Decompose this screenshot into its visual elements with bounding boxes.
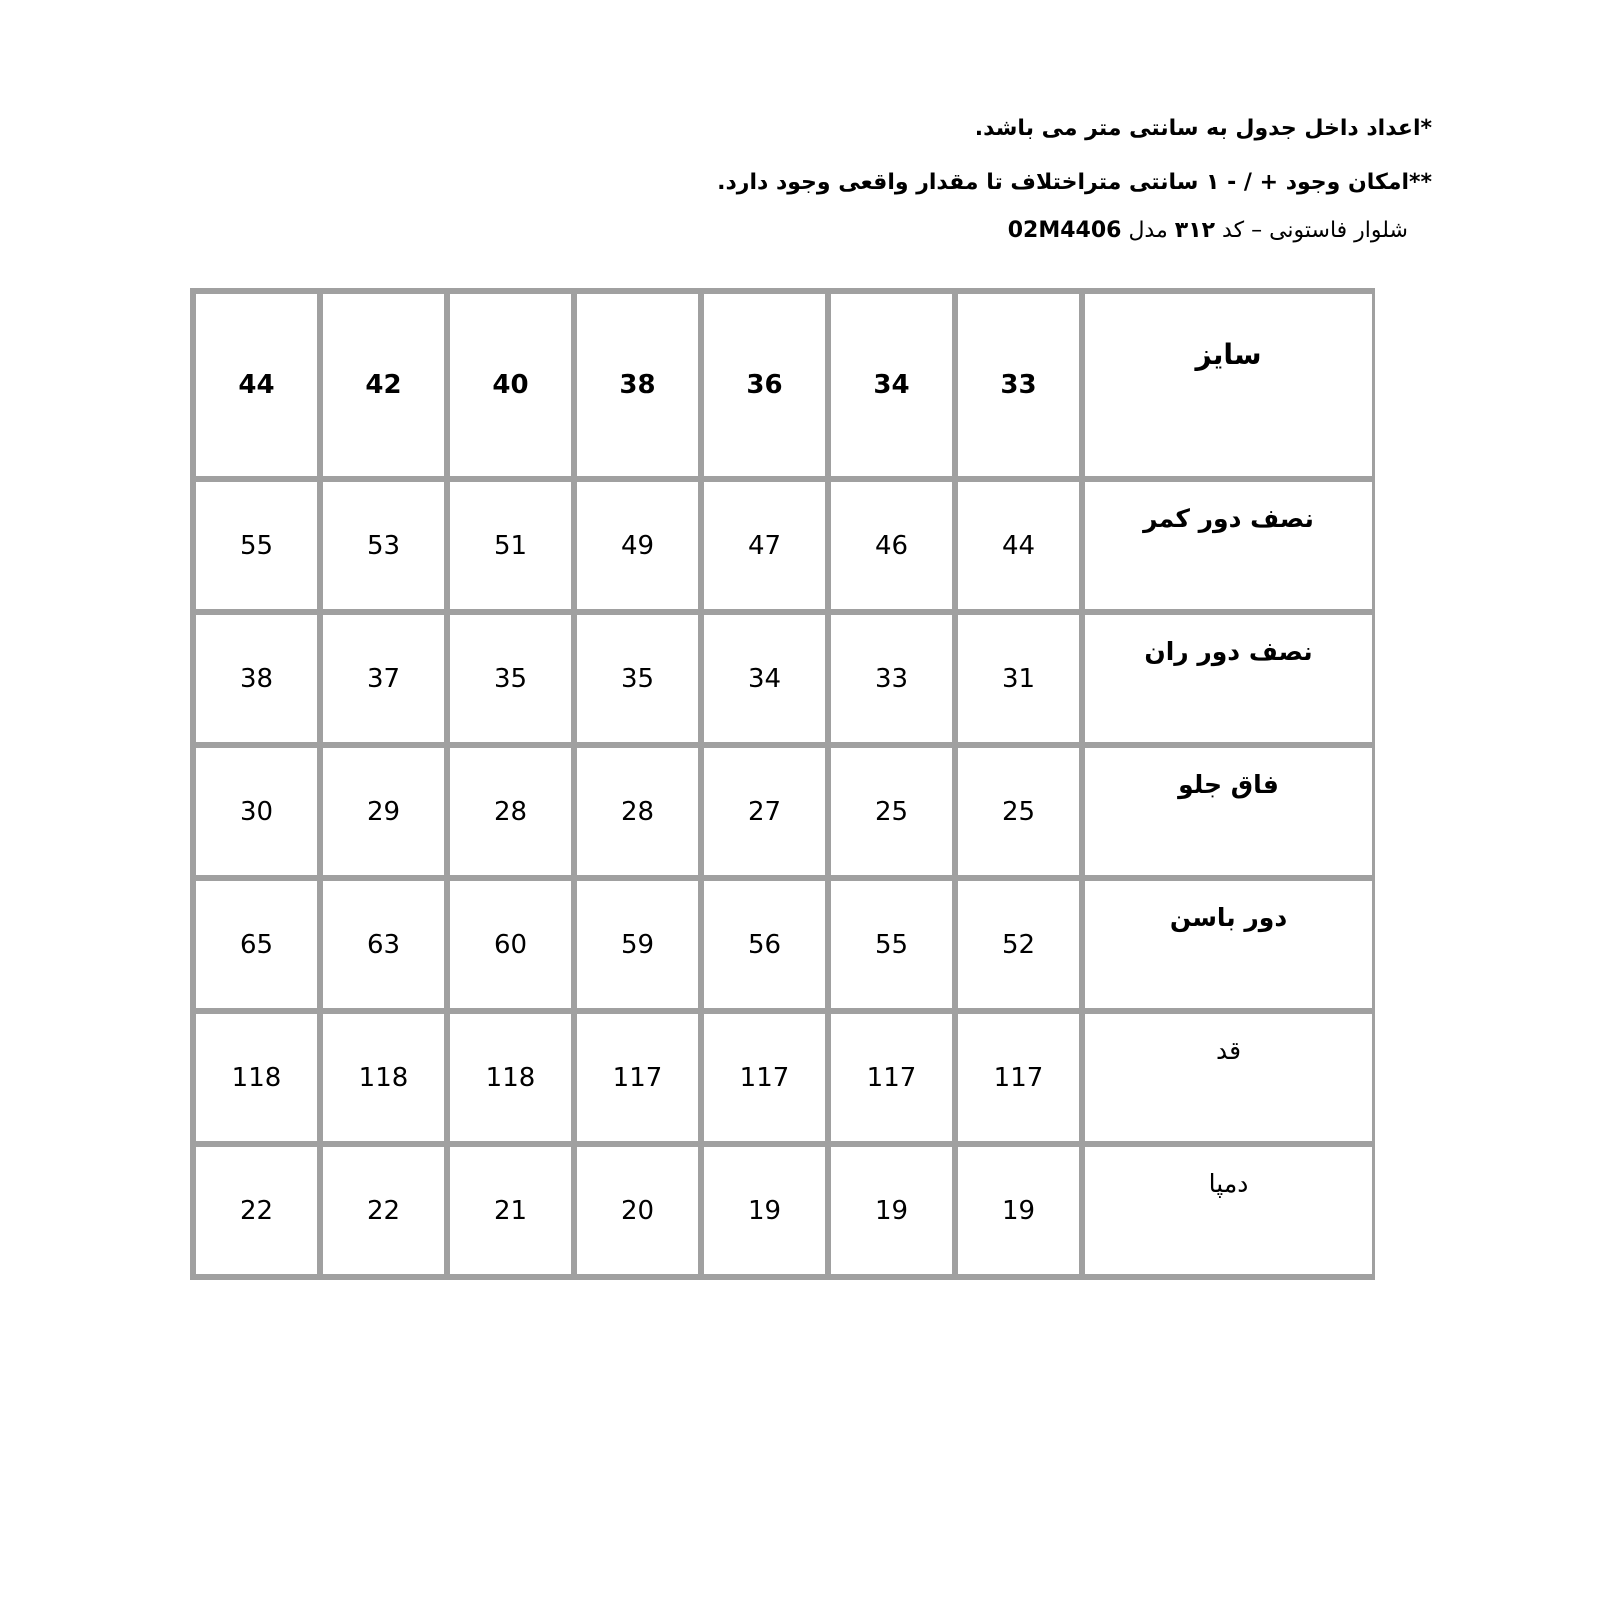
measurement-cell: 55 [828, 878, 955, 1011]
table-row [193, 1011, 1375, 1144]
table-row [193, 479, 1375, 612]
measurement-cell: 117 [574, 1011, 701, 1144]
size-cell: 40 [447, 291, 574, 479]
size-header-label: سایز [1082, 291, 1375, 479]
measurement-cell: 29 [320, 745, 447, 878]
measurement-cell: 25 [955, 745, 1082, 878]
title-model-label: مدل [1121, 218, 1175, 243]
measurement-cell: 31 [955, 612, 1082, 745]
measurement-cell: 47 [701, 479, 828, 612]
row-label: دمپا [1082, 1144, 1375, 1277]
size-cell: 38 [574, 291, 701, 479]
measurement-cell: 22 [320, 1144, 447, 1277]
measurement-cell: 60 [447, 878, 574, 1011]
note-tolerance: **امکان وجود + / - ۱ سانتی متراختلاف تا مقدار واقعی وجود دارد. [717, 170, 1432, 195]
size-cell: 34 [828, 291, 955, 479]
title-prefix: شلوار فاستونی – کد [1215, 218, 1408, 243]
measurement-cell: 55 [193, 479, 320, 612]
size-header-row [193, 291, 1375, 479]
size-table-wrapper [190, 288, 1368, 1226]
measurement-cell: 25 [828, 745, 955, 878]
measurement-cell: 118 [447, 1011, 574, 1144]
size-table [190, 288, 1375, 1280]
measurement-cell: 21 [447, 1144, 574, 1277]
size-cell: 33 [955, 291, 1082, 479]
measurement-cell: 19 [701, 1144, 828, 1277]
table-row [193, 878, 1375, 1011]
measurement-cell: 19 [828, 1144, 955, 1277]
measurement-cell: 118 [320, 1011, 447, 1144]
measurement-cell: 30 [193, 745, 320, 878]
row-label: فاق جلو [1082, 745, 1375, 878]
measurement-cell: 38 [193, 612, 320, 745]
measurement-cell: 56 [701, 878, 828, 1011]
measurement-cell: 35 [447, 612, 574, 745]
row-label: نصف دور ران [1082, 612, 1375, 745]
title-code: ۳۱۲ [1174, 218, 1216, 243]
measurement-cell: 51 [447, 479, 574, 612]
title-model: 02M4406 [1007, 218, 1122, 243]
measurement-cell: 53 [320, 479, 447, 612]
row-label: دور باسن [1082, 878, 1375, 1011]
size-cell: 44 [193, 291, 320, 479]
measurement-cell: 27 [701, 745, 828, 878]
table-row [193, 745, 1375, 878]
size-cell: 36 [701, 291, 828, 479]
measurement-cell: 34 [701, 612, 828, 745]
product-title [1008, 218, 1408, 243]
measurement-cell: 49 [574, 479, 701, 612]
measurement-cell: 20 [574, 1144, 701, 1277]
measurement-cell: 65 [193, 878, 320, 1011]
measurement-cell: 19 [955, 1144, 1082, 1277]
measurement-cell: 22 [193, 1144, 320, 1277]
measurement-cell: 59 [574, 878, 701, 1011]
row-label: قد [1082, 1011, 1375, 1144]
measurement-cell: 28 [574, 745, 701, 878]
measurement-cell: 118 [193, 1011, 320, 1144]
measurement-cell: 28 [447, 745, 574, 878]
measurement-cell: 46 [828, 479, 955, 612]
measurement-cell: 63 [320, 878, 447, 1011]
measurement-cell: 37 [320, 612, 447, 745]
measurement-cell: 44 [955, 479, 1082, 612]
measurement-cell: 117 [828, 1011, 955, 1144]
measurement-cell: 52 [955, 878, 1082, 1011]
note-units: *اعداد داخل جدول به سانتی متر می باشد. [974, 116, 1432, 141]
table-row [193, 612, 1375, 745]
size-cell: 42 [320, 291, 447, 479]
measurement-cell: 35 [574, 612, 701, 745]
row-label: نصف دور کمر [1082, 479, 1375, 612]
table-row [193, 1144, 1375, 1277]
measurement-cell: 33 [828, 612, 955, 745]
measurement-cell: 117 [701, 1011, 828, 1144]
measurement-cell: 117 [955, 1011, 1082, 1144]
